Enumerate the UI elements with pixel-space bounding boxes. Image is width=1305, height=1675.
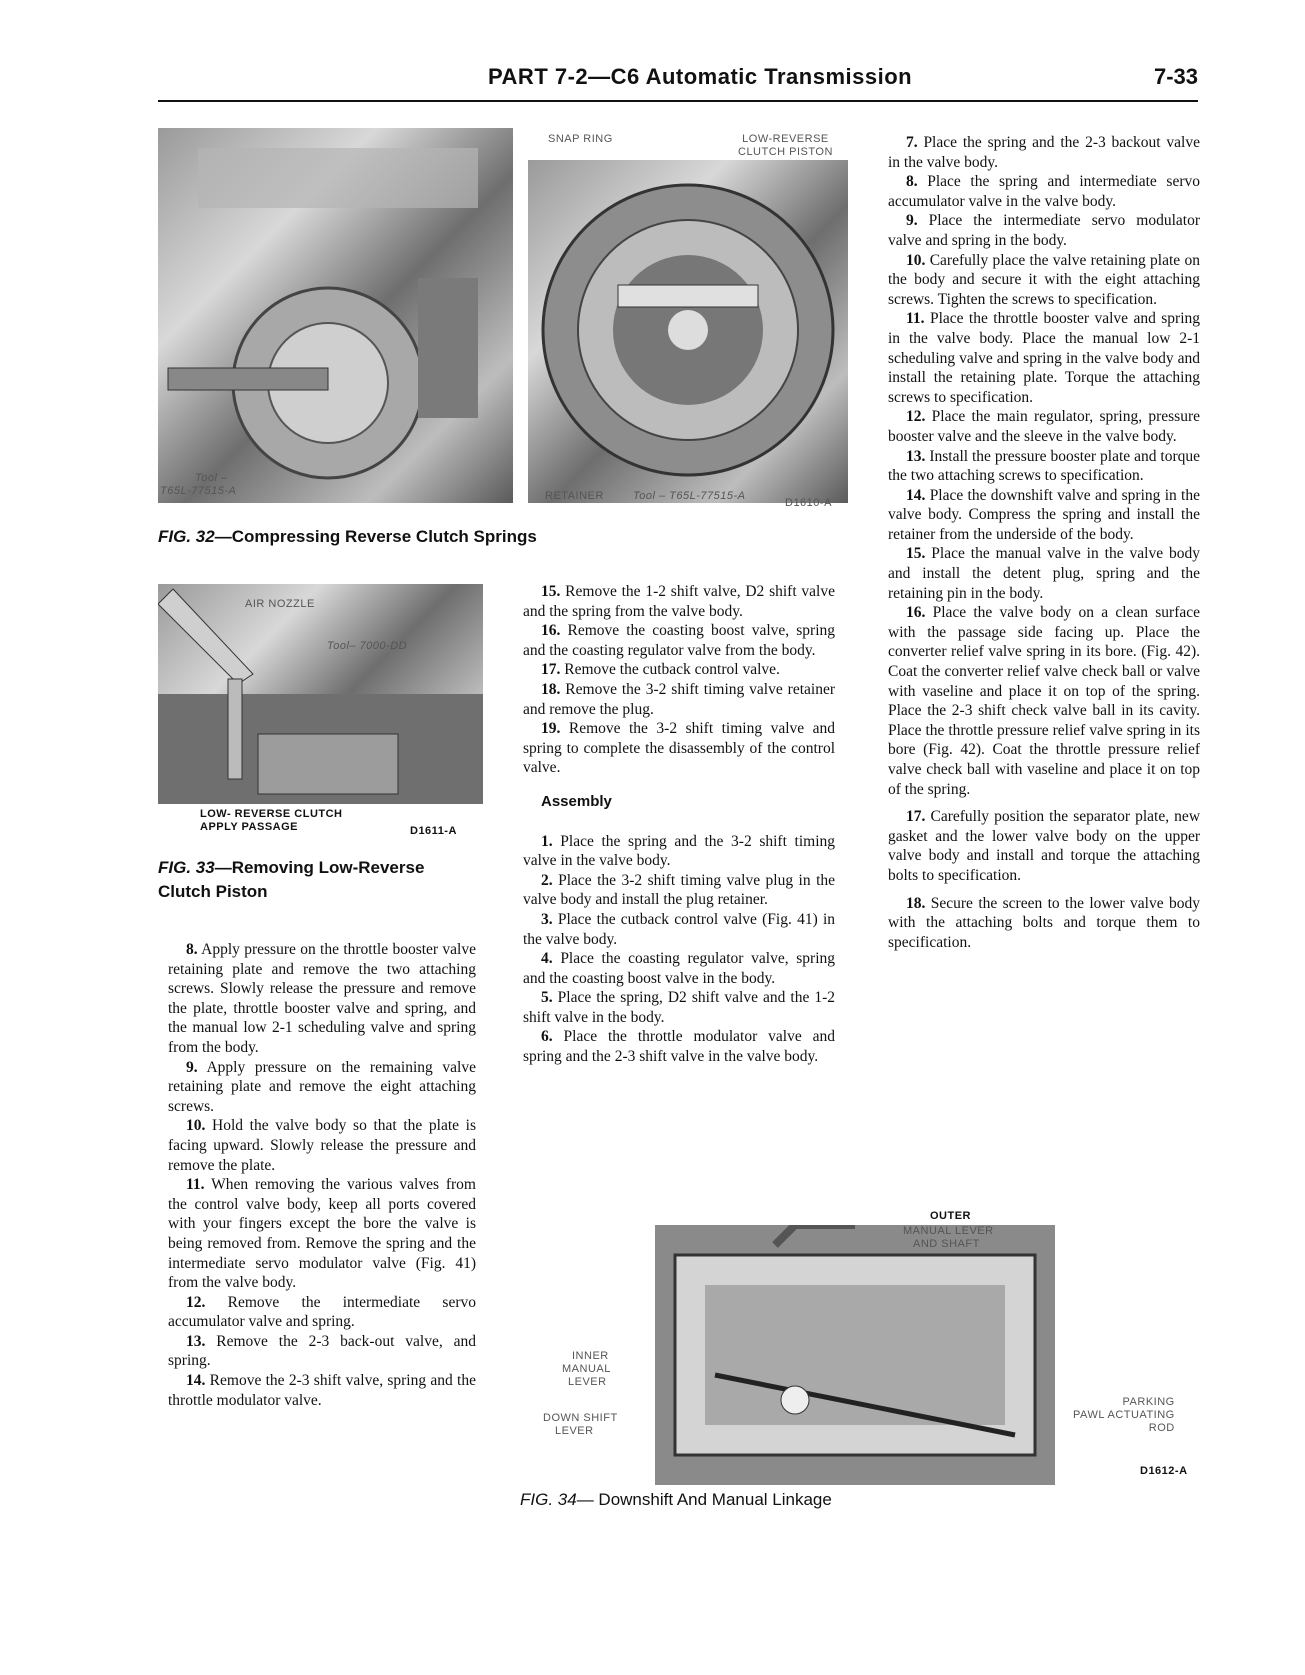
page-number: 7-33: [1153, 64, 1198, 89]
fig34-outer-line-2: MANUAL LEVER: [903, 1225, 994, 1237]
fig33-caption-prefix: FIG. 33: [158, 858, 215, 877]
fig33-caption: [158, 856, 424, 904]
assembly-step: 6. Place the throttle modulator valve and spring and the 2-3 shift valve in the valve body.: [523, 1028, 835, 1066]
fig32-right-photo: [528, 160, 848, 503]
right-step: 14. Place the downshift valve and spring in the valve body. Compress the spring and install the retainer from the underside of the body.: [888, 486, 1200, 543]
fig34-inner-line-1: INNER: [572, 1350, 609, 1362]
right-step: 7. Place the spring and the 2-3 backout valve in the valve body.: [888, 134, 1200, 171]
fig33-air-nozzle-label: AIR NOZZLE: [245, 598, 315, 610]
page-header: [158, 64, 1198, 102]
right-step: 8. Place the spring and intermediate servo accumulator valve in the valve body.: [888, 173, 1201, 210]
fig34-caption: [520, 1488, 832, 1512]
fig32-caption-text: —Compressing Reverse Clutch Springs: [214, 527, 537, 546]
right-step: 17. Carefully position the separator plate, new gasket and the lower valve body on the upper valve body and install and torque the attaching bolts to specification.: [888, 808, 1201, 884]
fig32-snap-ring-label: SNAP RING: [548, 133, 613, 145]
right-step: 18. Secure the screen to the lower valve body with the attaching bolts and torque them to specification.: [888, 894, 1200, 951]
assembly-step: 3. Place the cutback control valve (Fig. 41) in the valve body.: [523, 910, 836, 948]
fig32-tool-a-label: [160, 472, 236, 498]
fig32-tool-a-line-2: T65L-77515-A: [160, 485, 237, 497]
fig33-caption-text-1: —Removing Low-Reverse: [214, 858, 425, 877]
fig32-tool-b-label: Tool – T65L-77515-A: [633, 490, 746, 502]
assembly-heading: Assembly: [541, 792, 612, 810]
fig34-caption-prefix: FIG. 34: [520, 1490, 577, 1509]
fig34-photo: [655, 1225, 1055, 1485]
middle-step: 19. Remove the 3-2 shift timing valve and spring to complete the disassembly of the control valve.: [523, 720, 835, 777]
assembly-step: 4. Place the coasting regulator valve, spring and the coasting boost valve in the body.: [523, 950, 836, 987]
left-column: [168, 940, 476, 1410]
fig34-park-line-2: PAWL ACTUATING: [1073, 1409, 1175, 1421]
right-step: 13. Install the pressure booster plate and torque the two attaching screws to specification.: [888, 447, 1200, 485]
left-step: 11. When removing the various valves from the control valve body, keep all ports covered with your fingers except the bore the valve is being removed from. Remove the spring and the intermediate servo modulator valve (Fig. 41) from the valve body.: [168, 1176, 476, 1292]
assembly-step: 5. Place the spring, D2 shift valve and the 1-2 shift valve in the body.: [523, 989, 836, 1026]
fig33-code: D1611-A: [410, 825, 457, 837]
fig32-left-photo: [158, 128, 513, 503]
fig33-passage-label: [200, 808, 343, 834]
middle-step: 15. Remove the 1-2 shift valve, D2 shift valve and the spring from the valve body.: [523, 583, 835, 620]
fig34-down-line-2: LEVER: [555, 1425, 594, 1437]
fig33-caption-text-2: Clutch Piston: [158, 882, 268, 901]
page-title: PART 7-2—C6 Automatic Transmission: [488, 64, 913, 89]
middle-step: 17. Remove the cutback control valve.: [541, 661, 780, 679]
fig33-photo: [158, 584, 483, 804]
right-step: 15. Place the manual valve in the valve body and install the detent plug, spring and the retaining pin in the body.: [888, 545, 1200, 602]
right-step: 16. Place the valve body on a clean surface with the passage side facing up. Place the converter relief valve spring in its bore. (Fig. 42). Coat the converter relief valve check ball or valve with vaseline and place it on top of the spring. Place the 2-3 shift check valve ball in its cavity. Place the throttle pressure relief valve spring in its bore (Fig. 42). Coat the throttle pressure relief valve check ball with vaseline and place it on top of the spring.: [888, 604, 1200, 798]
fig34-outer-line-3: AND SHAFT: [913, 1238, 980, 1250]
fig34-park-line-1: PARKING: [1122, 1396, 1175, 1408]
middle-step: 18. Remove the 3-2 shift timing valve retainer and remove the plug.: [523, 680, 835, 718]
assembly-step: 2. Place the 3-2 shift timing valve plug in the valve body and install the plug retainer.: [523, 871, 835, 909]
middle-column: [523, 582, 835, 1067]
right-step: 9. Place the intermediate servo modulator valve and spring in the body.: [888, 212, 1201, 249]
left-step: 8. Apply pressure on the throttle booster valve retaining plate and remove the two attaching screws. Slowly release the pressure and remove the plate, throttle booster valve and spring, and the manual low 2-1 scheduling valve and spring from the body.: [168, 941, 476, 1056]
right-step: 12. Place the main regulator, spring, pressure booster valve and the sleeve in the valve body.: [888, 408, 1201, 445]
fig33-tool-label: Tool– 7000-DD: [327, 640, 408, 652]
left-step: 9. Apply pressure on the remaining valve retaining plate and remove the eight attaching screws.: [168, 1058, 476, 1115]
fig32-tool-a-line-1: Tool –: [195, 472, 228, 484]
left-step: 13. Remove the 2-3 back-out valve, and spring.: [168, 1332, 476, 1370]
fig34-park-line-3: ROD: [1148, 1422, 1175, 1434]
fig34-downshift-label: [543, 1412, 618, 1438]
fig34-inner-line-2: MANUAL: [562, 1363, 611, 1375]
fig34-down-line-1: DOWN SHIFT: [543, 1412, 618, 1424]
fig34-outer-label: OUTER: [930, 1210, 971, 1222]
fig34-code: D1612-A: [1140, 1465, 1188, 1477]
left-step: 12. Remove the intermediate servo accumulator valve and spring.: [168, 1293, 476, 1331]
fig34-outer-lever-label: [903, 1225, 994, 1251]
fig33-passage-line-2: APPLY PASSAGE: [200, 821, 298, 833]
fig33-passage-line-1: LOW- REVERSE CLUTCH: [200, 808, 343, 820]
fig34-inner-label: [562, 1350, 611, 1389]
fig32-retainer-label: RETAINER: [545, 490, 604, 502]
assembly-step: 1. Place the spring and the 3-2 shift timing valve in the valve body.: [523, 832, 835, 870]
middle-step: 16. Remove the coasting boost valve, spring and the coasting regulator valve from the body.: [523, 622, 836, 659]
fig32-low-reverse-label: [738, 133, 833, 159]
fig34-inner-line-3: LEVER: [568, 1376, 607, 1388]
fig32-caption: [158, 525, 537, 549]
fig32-caption-prefix: FIG. 32: [158, 527, 215, 546]
left-step: 10. Hold the valve body so that the plate is facing upward. Slowly release the pressure and remove the plate.: [168, 1117, 476, 1174]
fig34-parking-label: [1073, 1396, 1175, 1435]
fig32-low-reverse-line-1: LOW-REVERSE: [742, 133, 829, 145]
fig32-code: D1610-A: [785, 497, 832, 509]
right-step: 10. Carefully place the valve retaining plate on the body and secure it with the eight attaching screws. Tighten the screws to specification.: [888, 251, 1200, 308]
fig34-caption-text: — Downshift And Manual Linkage: [576, 1490, 832, 1509]
right-column: [888, 133, 1200, 952]
fig32-low-reverse-line-2: CLUTCH PISTON: [738, 146, 833, 158]
right-step: 11. Place the throttle booster valve and spring in the valve body. Place the manual low 2-1 scheduling valve and spring in the valve body and install the retaining plate. Torque the attaching screws to specification.: [888, 310, 1201, 406]
left-step: 14. Remove the 2-3 shift valve, spring and the throttle modulator valve.: [168, 1372, 476, 1409]
